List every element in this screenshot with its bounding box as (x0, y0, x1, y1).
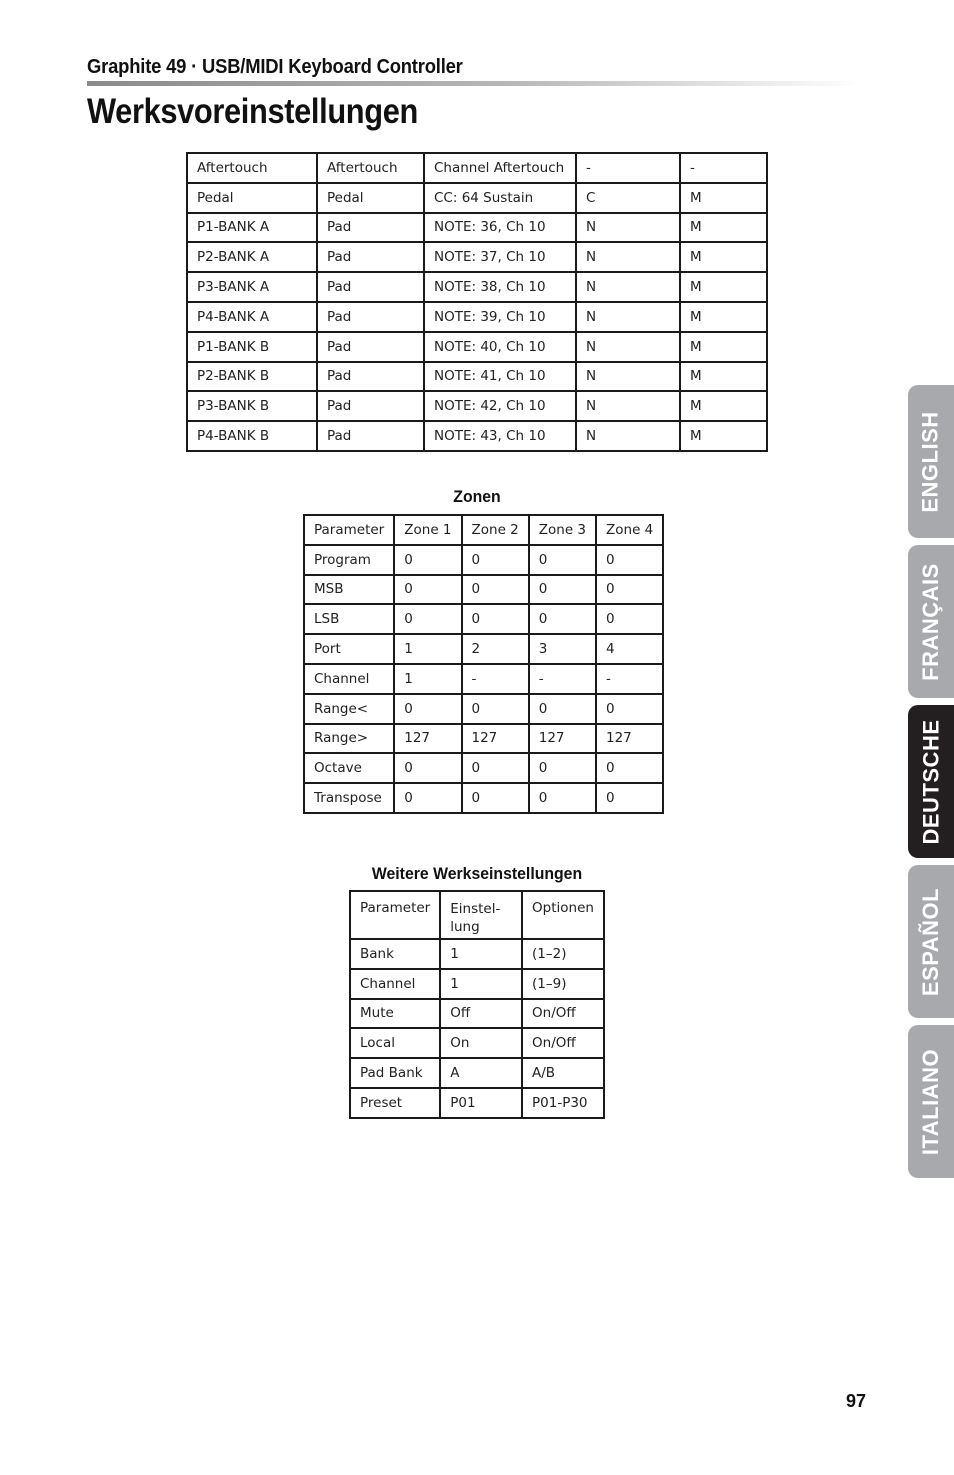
table-row (304, 783, 663, 813)
tab-english-label: ENGLISH (918, 410, 944, 513)
table-cell: Pad (317, 362, 424, 392)
table-cell: Pad (317, 332, 424, 362)
table-cell: 0 (596, 753, 663, 783)
table-cell: 0 (462, 694, 529, 724)
table-cell: 0 (394, 694, 461, 724)
table-cell: Pedal (317, 183, 424, 213)
table-cell: NOTE: 40, Ch 10 (424, 332, 576, 362)
table-cell: NOTE: 38, Ch 10 (424, 272, 576, 302)
table-cell: Channel (304, 664, 394, 694)
table-cell: (1–2) (522, 939, 604, 969)
table-row (187, 272, 767, 302)
table-cell: 0 (462, 783, 529, 813)
table-cell: N (576, 332, 680, 362)
column-header (440, 891, 522, 939)
table-cell: Aftertouch (187, 153, 317, 183)
table-cell: NOTE: 43, Ch 10 (424, 421, 576, 451)
zones-caption: Zonen (453, 487, 501, 506)
table-cell: 2 (462, 634, 529, 664)
zones-table (303, 514, 664, 814)
table-cell: 127 (529, 724, 596, 754)
table-cell: Port (304, 634, 394, 664)
table-cell: NOTE: 42, Ch 10 (424, 391, 576, 421)
column-header: Zone 1 (394, 515, 461, 545)
table-cell: M (680, 362, 767, 392)
table-row (187, 362, 767, 392)
table-cell: 0 (462, 575, 529, 605)
column-header: Zone 3 (529, 515, 596, 545)
table-row (304, 545, 663, 575)
table-cell: 0 (394, 545, 461, 575)
table-cell: P3-BANK A (187, 272, 317, 302)
page-number: 97 (845, 1391, 866, 1411)
table-cell: 0 (529, 753, 596, 783)
table-cell: P4-BANK B (187, 421, 317, 451)
table-cell: Range> (304, 724, 394, 754)
table-cell: - (529, 664, 596, 694)
table-row (187, 242, 767, 272)
table-row (304, 694, 663, 724)
table-cell: Channel Aftertouch (424, 153, 576, 183)
table-cell: Channel (350, 969, 440, 999)
table-cell: On/Off (522, 1028, 604, 1058)
table-cell: MSB (304, 575, 394, 605)
table-row (304, 724, 663, 754)
table-cell: 0 (394, 783, 461, 813)
table-row (187, 153, 767, 183)
table-row (187, 332, 767, 362)
table-cell: 1 (394, 634, 461, 664)
table-cell: Off (440, 999, 522, 1029)
table-header-row (350, 891, 604, 939)
table-cell: - (462, 664, 529, 694)
table-row (304, 575, 663, 605)
table-row (350, 1058, 604, 1088)
table-cell: 0 (529, 545, 596, 575)
table-cell: M (680, 272, 767, 302)
table-cell: - (576, 153, 680, 183)
page-title: Werksvoreinstellungen (87, 92, 418, 131)
table-cell: NOTE: 41, Ch 10 (424, 362, 576, 392)
table-cell: 0 (462, 753, 529, 783)
tab-espanol[interactable] (908, 865, 954, 1018)
table-cell: 1 (440, 939, 522, 969)
table-cell: N (576, 302, 680, 332)
table-cell: Pad (317, 302, 424, 332)
table-cell: M (680, 183, 767, 213)
table-row (350, 969, 604, 999)
header-title: Graphite 49 · USB/MIDI Keyboard Controller (87, 56, 463, 78)
table-cell: 0 (596, 604, 663, 634)
table-cell: M (680, 391, 767, 421)
table-cell: 0 (529, 604, 596, 634)
table-cell: On (440, 1028, 522, 1058)
table-cell: 0 (462, 545, 529, 575)
table-cell: 0 (596, 575, 663, 605)
tab-francais-label: FRANÇAIS (918, 562, 944, 681)
table-cell: NOTE: 36, Ch 10 (424, 213, 576, 243)
table-cell: 0 (394, 604, 461, 634)
table-cell: M (680, 213, 767, 243)
table-row (187, 302, 767, 332)
table-cell: 0 (529, 694, 596, 724)
table-cell: N (576, 213, 680, 243)
table-cell: Octave (304, 753, 394, 783)
table-cell: Pad (317, 272, 424, 302)
tab-espanol-label: ESPAÑOL (918, 887, 943, 996)
table-row (350, 939, 604, 969)
column-header: Optionen (522, 891, 604, 939)
column-header-text: Einstel- lung (450, 901, 501, 935)
table-cell: 127 (596, 724, 663, 754)
tab-english[interactable] (908, 385, 954, 538)
table-cell: M (680, 332, 767, 362)
table-cell: A (440, 1058, 522, 1088)
table-cell: Aftertouch (317, 153, 424, 183)
table-cell: On/Off (522, 999, 604, 1029)
table-cell: 1 (394, 664, 461, 694)
table-cell: 3 (529, 634, 596, 664)
table-cell: LSB (304, 604, 394, 634)
tab-deutsche[interactable] (908, 705, 954, 858)
table-header-row (304, 515, 663, 545)
table-cell: 127 (462, 724, 529, 754)
table-row (187, 183, 767, 213)
table-cell: 0 (529, 783, 596, 813)
table-cell: Pad (317, 242, 424, 272)
tab-francais[interactable] (908, 545, 954, 698)
table-cell: Preset (350, 1088, 440, 1118)
table-cell: 1 (440, 969, 522, 999)
table-cell: Bank (350, 939, 440, 969)
table-row (187, 391, 767, 421)
table-cell: P2-BANK A (187, 242, 317, 272)
table-cell: Mute (350, 999, 440, 1029)
table-cell: Transpose (304, 783, 394, 813)
table-cell: Local (350, 1028, 440, 1058)
table-cell: P2-BANK B (187, 362, 317, 392)
table-cell: 127 (394, 724, 461, 754)
column-header: Zone 4 (596, 515, 663, 545)
table-cell: 4 (596, 634, 663, 664)
table-cell: Range< (304, 694, 394, 724)
table-cell: Pad Bank (350, 1058, 440, 1088)
table-cell: P4-BANK A (187, 302, 317, 332)
table-row (350, 1088, 604, 1118)
tab-italiano[interactable] (908, 1025, 954, 1178)
table-cell: Pedal (187, 183, 317, 213)
table-cell: P3-BANK B (187, 391, 317, 421)
table-row (350, 999, 604, 1029)
table-cell: 0 (596, 545, 663, 575)
table-row (304, 753, 663, 783)
table-cell: N (576, 272, 680, 302)
table-cell: P01-P30 (522, 1088, 604, 1118)
table-cell: 0 (394, 753, 461, 783)
table-cell: 0 (529, 575, 596, 605)
other-settings-table (349, 890, 605, 1119)
table-row (304, 664, 663, 694)
table-row (187, 213, 767, 243)
table-cell: P1-BANK B (187, 332, 317, 362)
column-header: Parameter (304, 515, 394, 545)
table-cell: - (680, 153, 767, 183)
table-cell: NOTE: 39, Ch 10 (424, 302, 576, 332)
table-cell: P1-BANK A (187, 213, 317, 243)
table-cell: (1–9) (522, 969, 604, 999)
table-row (350, 1028, 604, 1058)
table-cell: N (576, 421, 680, 451)
table-row (187, 421, 767, 451)
column-header: Zone 2 (462, 515, 529, 545)
table-cell: Pad (317, 421, 424, 451)
table-cell: Pad (317, 213, 424, 243)
tab-deutsche-label: DEUTSCHE (918, 718, 944, 845)
tab-italiano-label: ITALIANO (918, 1048, 943, 1155)
table-row (304, 634, 663, 664)
table-cell: M (680, 302, 767, 332)
table-cell: C (576, 183, 680, 213)
table-cell: CC: 64 Sustain (424, 183, 576, 213)
table-cell: 0 (596, 783, 663, 813)
mapping-table (186, 152, 768, 452)
column-header: Parameter (350, 891, 440, 939)
table-cell: N (576, 391, 680, 421)
table-cell: NOTE: 37, Ch 10 (424, 242, 576, 272)
table-cell: Pad (317, 391, 424, 421)
table-cell: M (680, 421, 767, 451)
table-cell: M (680, 242, 767, 272)
table-cell: - (596, 664, 663, 694)
table-row (304, 604, 663, 634)
table-cell: N (576, 362, 680, 392)
table-cell: 0 (462, 604, 529, 634)
other-settings-caption: Weitere Werkseinstellungen (371, 864, 583, 883)
table-cell: P01 (440, 1088, 522, 1118)
table-cell: 0 (596, 694, 663, 724)
table-cell: N (576, 242, 680, 272)
header-rule (87, 81, 862, 86)
table-cell: Program (304, 545, 394, 575)
table-cell: 0 (394, 575, 461, 605)
table-cell: A/B (522, 1058, 604, 1088)
